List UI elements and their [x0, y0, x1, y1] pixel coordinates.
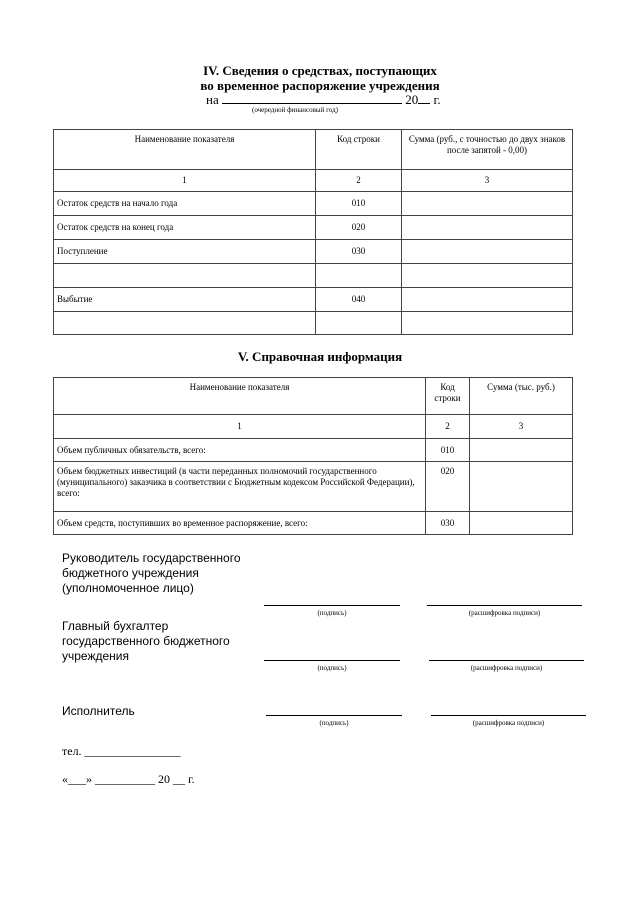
- accountant-label: Главный бухгалтер государственного бюджетного учреждения: [62, 619, 230, 663]
- acc-sign-caption: (подпись): [317, 664, 347, 672]
- table-row: [54, 288, 573, 312]
- section5-table: [53, 377, 573, 535]
- table-row: [54, 264, 573, 288]
- section5-title: V. Справочная информация: [237, 349, 403, 364]
- row-name: Поступление: [54, 240, 316, 264]
- row-code: 040: [316, 288, 402, 312]
- exec-decode-line[interactable]: [431, 715, 586, 716]
- row-sum[interactable]: [402, 312, 573, 335]
- table-row: [54, 312, 573, 335]
- row-sum[interactable]: [402, 264, 573, 288]
- row-name: Выбытие: [54, 288, 316, 312]
- row-name: Объем публичных обязательств, всего:: [54, 439, 426, 462]
- row-sum[interactable]: [402, 216, 573, 240]
- section4-title-line2: во временное распоряжение учреждения: [200, 78, 440, 93]
- exec-signature-line[interactable]: [266, 715, 402, 716]
- row-code[interactable]: [316, 264, 402, 288]
- row-code: 020: [316, 216, 402, 240]
- colnum-3: 3: [402, 170, 573, 192]
- year-caption: (очередной финансовый год): [252, 106, 338, 114]
- row-name[interactable]: [54, 264, 316, 288]
- row-sum[interactable]: [470, 439, 573, 462]
- section4-title-line1: IV. Сведения о средствах, поступающих: [203, 63, 437, 78]
- table-row: [54, 439, 573, 462]
- row-sum[interactable]: [402, 192, 573, 216]
- colnum-2: 2: [426, 415, 470, 439]
- header-name: Наименование показателя: [54, 130, 316, 170]
- row-sum[interactable]: [402, 240, 573, 264]
- table-row: [54, 192, 573, 216]
- year-suffix: г.: [433, 92, 441, 107]
- year-prefix: 20: [405, 92, 419, 107]
- exec-decode-caption: (расшифровка подписи): [472, 719, 545, 727]
- table-row: [54, 512, 573, 535]
- head-sign-caption: (подпись): [317, 609, 347, 617]
- period-line: [206, 92, 441, 107]
- table-row: [54, 240, 573, 264]
- acc-decode-caption: (расшифровка подписи): [470, 664, 543, 672]
- colnum-1: 1: [54, 170, 316, 192]
- row-code: 010: [316, 192, 402, 216]
- head-label: Руководитель государственного бюджетного учреждения (уполномоченное лицо): [62, 551, 241, 595]
- phone-field[interactable]: тел. ________________: [62, 744, 181, 758]
- header-name: Наименование показателя: [54, 378, 426, 415]
- row-name: Объем бюджетных инвестиций (в части переданных полномочий государственного (муниципального) заказчика в соответствии с Бюджетным кодексом Российской Федерации), всего:: [54, 462, 426, 512]
- head-signature-line[interactable]: [264, 605, 400, 606]
- row-sum[interactable]: [470, 462, 573, 512]
- header-code: Код строки: [316, 130, 402, 170]
- date-field[interactable]: «___» __________ 20 __ г.: [62, 772, 195, 786]
- row-code: 010: [426, 439, 470, 462]
- section4-table: [53, 129, 573, 335]
- colnum-1: 1: [54, 415, 426, 439]
- year-field[interactable]: [418, 93, 430, 104]
- table-row: [54, 462, 573, 512]
- head-decode-caption: (расшифровка подписи): [468, 609, 541, 617]
- header-sum: Сумма (тыс. руб.): [470, 378, 573, 415]
- row-sum[interactable]: [470, 512, 573, 535]
- row-name: Остаток средств на начало года: [54, 192, 316, 216]
- row-sum[interactable]: [402, 288, 573, 312]
- executor-label: Исполнитель: [62, 704, 135, 718]
- na-prefix: на: [206, 92, 219, 107]
- row-name[interactable]: [54, 312, 316, 335]
- colnum-3: 3: [470, 415, 573, 439]
- acc-signature-line[interactable]: [264, 660, 400, 661]
- row-code: 030: [426, 512, 470, 535]
- table-row: [54, 216, 573, 240]
- row-code[interactable]: [316, 312, 402, 335]
- row-name: Объем средств, поступивших во временное распоряжение, всего:: [54, 512, 426, 535]
- header-code: Код строки: [426, 378, 470, 415]
- row-name: Остаток средств на конец года: [54, 216, 316, 240]
- row-code: 030: [316, 240, 402, 264]
- header-sum: Сумма (руб., с точностью до двух знаков после запятой - 0,00): [402, 130, 573, 170]
- colnum-2: 2: [316, 170, 402, 192]
- exec-sign-caption: (подпись): [319, 719, 349, 727]
- head-decode-line[interactable]: [427, 605, 582, 606]
- acc-decode-line[interactable]: [429, 660, 584, 661]
- period-field[interactable]: [222, 93, 402, 104]
- row-code: 020: [426, 462, 470, 512]
